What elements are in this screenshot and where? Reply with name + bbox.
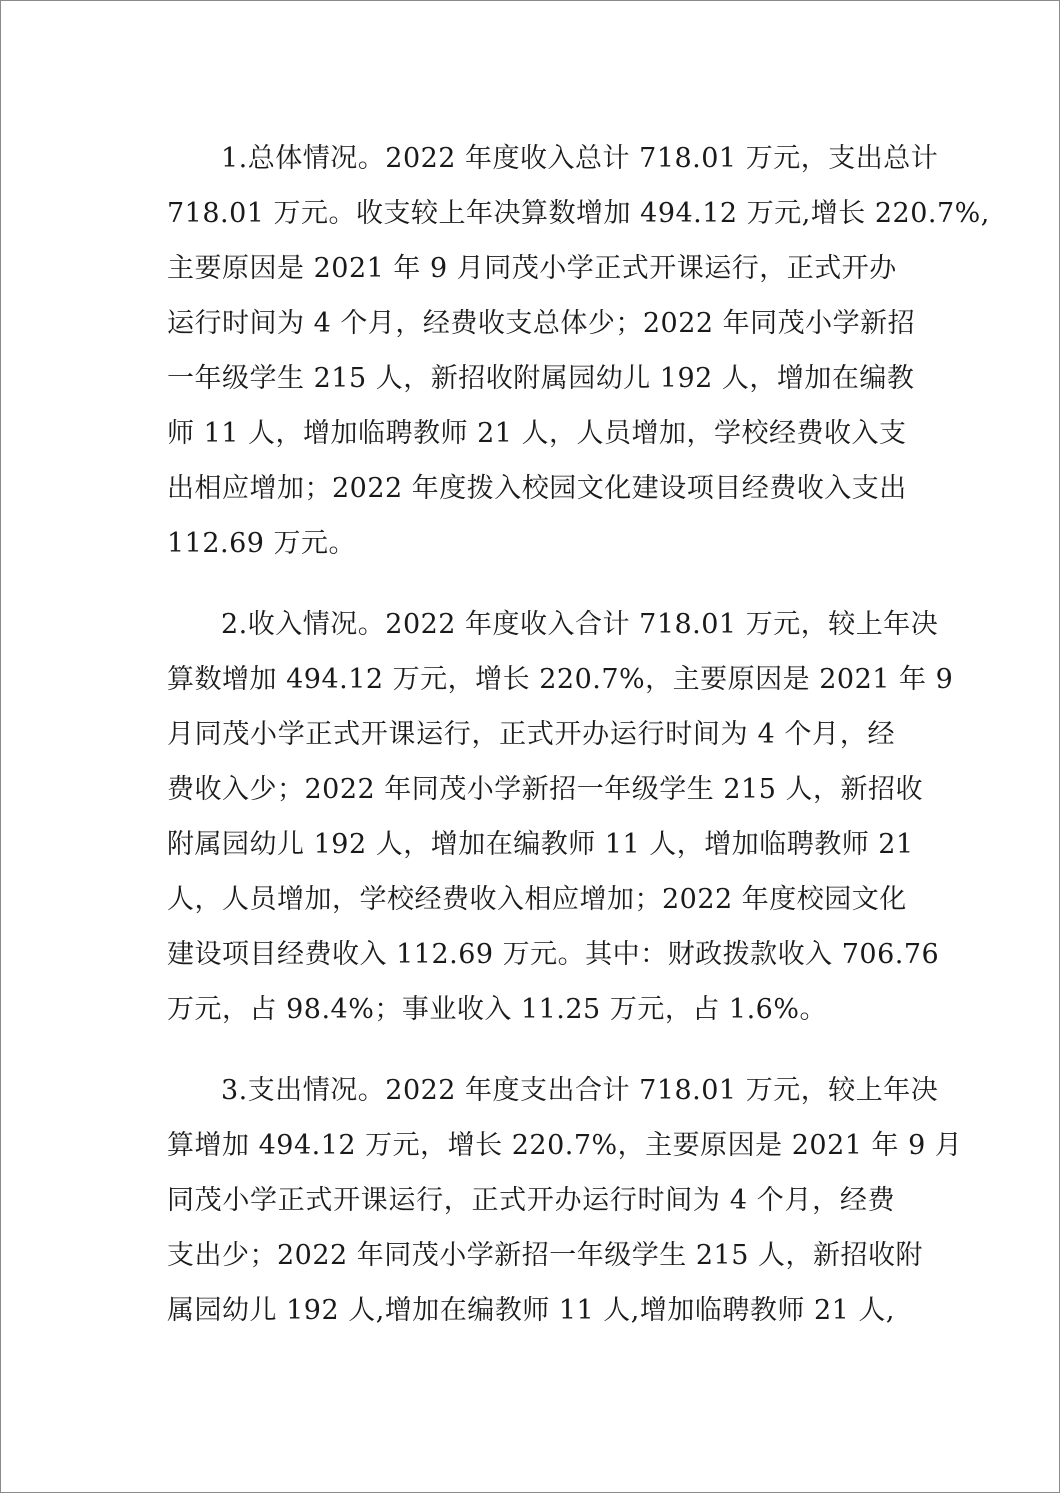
paragraph-line: 万元，占 98.4%；事业收入 11.25 万元，占 1.6%。 bbox=[167, 994, 827, 1025]
paragraph-line: 2.收入情况。2022 年度收入合计 718.01 万元，较上年决 bbox=[221, 609, 939, 640]
paragraph-line: 1.总体情况。2022 年度收入总计 718.01 万元，支出总计 bbox=[221, 143, 939, 174]
paragraph-income bbox=[167, 597, 954, 1037]
paragraph-line: 月同茂小学正式开课运行，正式开办运行时间为 4 个月，经 bbox=[167, 719, 895, 750]
paragraph-line: 建设项目经费收入 112.69 万元。其中：财政拨款收入 706.76 bbox=[167, 939, 940, 970]
paragraph-line: 同茂小学正式开课运行，正式开办运行时间为 4 个月，经费 bbox=[167, 1185, 895, 1216]
paragraph-line: 算数增加 494.12 万元，增长 220.7%，主要原因是 2021 年 9 bbox=[167, 664, 954, 695]
paragraph-line: 支出少；2022 年同茂小学新招一年级学生 215 人，新招收附 bbox=[167, 1240, 923, 1271]
paragraph-line: 718.01 万元。收支较上年决算数增加 494.12 万元,增长 220.7%, bbox=[167, 198, 990, 229]
paragraph-line: 算增加 494.12 万元，增长 220.7%，主要原因是 2021 年 9 月 bbox=[167, 1130, 963, 1161]
paragraph-line: 一年级学生 215 人，新招收附属园幼儿 192 人，增加在编教 bbox=[167, 363, 915, 394]
paragraph-line: 属园幼儿 192 人,增加在编教师 11 人,增加临聘教师 21 人, bbox=[167, 1295, 895, 1326]
paragraph-line: 112.69 万元。 bbox=[167, 528, 357, 559]
paragraph-overall bbox=[167, 131, 990, 571]
paragraph-line: 人，人员增加，学校经费收入相应增加；2022 年度校园文化 bbox=[167, 884, 907, 915]
paragraph-line: 附属园幼儿 192 人，增加在编教师 11 人，增加临聘教师 21 bbox=[167, 829, 914, 860]
paragraph-line: 费收入少；2022 年同茂小学新招一年级学生 215 人，新招收 bbox=[167, 774, 923, 805]
document-body bbox=[167, 131, 990, 1338]
paragraph-line: 师 11 人，增加临聘教师 21 人，人员增加，学校经费收入支 bbox=[167, 418, 907, 449]
paragraph-line: 3.支出情况。2022 年度支出合计 718.01 万元，较上年决 bbox=[221, 1075, 939, 1106]
paragraph-line: 运行时间为 4 个月，经费收支总体少；2022 年同茂小学新招 bbox=[167, 308, 916, 339]
paragraph-line: 出相应增加；2022 年度拨入校园文化建设项目经费收入支出 bbox=[167, 473, 907, 504]
paragraph-expenditure bbox=[167, 1063, 963, 1338]
paragraph-line: 主要原因是 2021 年 9 月同茂小学正式开课运行，正式开办 bbox=[167, 253, 897, 284]
